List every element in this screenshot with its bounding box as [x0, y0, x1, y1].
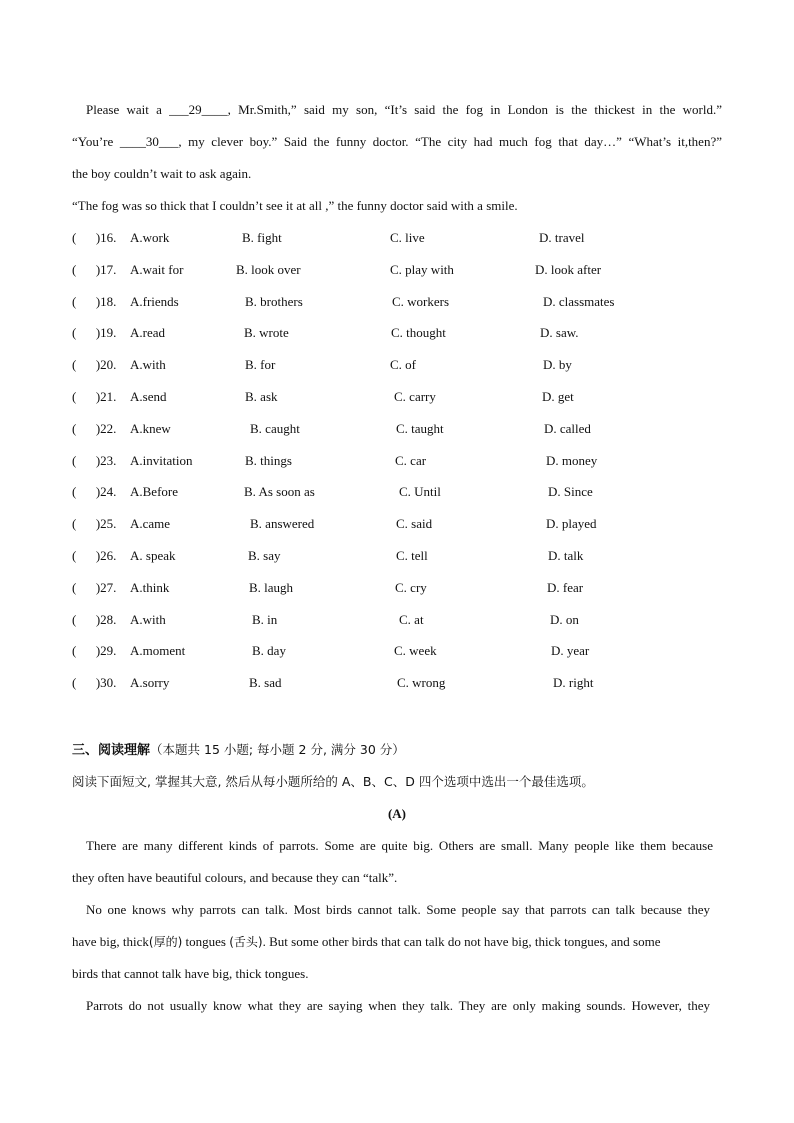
option-c: C. live [390, 230, 425, 245]
option-d: D. saw. [540, 325, 579, 341]
text-run: tongues [182, 934, 230, 949]
option-b: B. things [245, 452, 292, 468]
section-heading [72, 742, 722, 759]
question-number: ( )26. [72, 548, 117, 563]
option-b: B. fight [242, 230, 282, 245]
passage-line: No one knows why parrots can talk. Most birds cannot talk. Some people say that parrots can talk because they [86, 902, 710, 917]
option-c: C. said [396, 516, 433, 532]
option-b: B. laugh [249, 579, 294, 595]
question-row [72, 262, 732, 278]
question-number: ( )22. [72, 420, 117, 436]
option-a: A.with [130, 357, 166, 373]
question-row [72, 484, 732, 500]
option-b: B. day [252, 643, 286, 659]
option-c: C. Until [399, 484, 441, 500]
option-b: B. in [252, 611, 278, 627]
passage-line: There are many different kinds of parrots. Some are quite big. Others are small. Many people like them because [86, 838, 713, 853]
option-d: D. year [551, 643, 590, 659]
passage-line [72, 934, 716, 950]
question-row [72, 421, 732, 437]
option-b: B. sad [249, 675, 282, 691]
question-row [72, 294, 732, 310]
option-d: D. fear [547, 579, 584, 595]
option-c: C. car [395, 452, 427, 468]
question-number: ( )18. [72, 293, 117, 309]
question-row [72, 612, 732, 628]
option-b: B. brothers [245, 293, 303, 309]
option-a: A.knew [130, 420, 171, 436]
passage-line: they often have beautiful colours, and because they can “talk”. [72, 870, 398, 885]
option-d: D. get [542, 389, 574, 404]
question-number: ( )16. [72, 230, 117, 245]
option-b: B. say [248, 548, 281, 563]
option-d: D. classmates [543, 293, 615, 309]
question-row [72, 230, 732, 246]
chinese-gloss: (厚的) [148, 935, 183, 949]
question-number: ( )24. [72, 484, 117, 500]
passage-line: Parrots do not usually know what they are saying when they talk. They are only making sounds. However, they [86, 998, 710, 1013]
option-a: A.think [130, 579, 170, 595]
option-a: A.moment [130, 643, 186, 659]
option-c: C. thought [391, 325, 446, 341]
option-a: A.send [130, 389, 167, 404]
option-d: D. called [544, 420, 591, 436]
question-row [72, 389, 732, 405]
option-d: D. look after [535, 261, 602, 277]
option-c: C. of [390, 357, 416, 373]
option-a: A.sorry [130, 675, 170, 691]
question-row [72, 675, 732, 691]
question-row [72, 325, 732, 341]
option-a: A.Before [130, 484, 179, 500]
option-d: D. money [546, 452, 598, 468]
option-d: D. on [550, 611, 579, 627]
passage-label: (A) [387, 806, 407, 821]
option-a: A.wait for [130, 261, 184, 277]
question-number: ( )21. [72, 389, 117, 404]
text-run: . But some other birds that can talk do not have big, thick tongues, and some [262, 934, 661, 949]
passage-line: “You’re ____30___, my clever boy.” Said the funny doctor. “The city had much fog that day…” “What’s it,then?” [72, 134, 722, 149]
question-number: ( )17. [72, 261, 117, 277]
option-b: B. caught [250, 420, 300, 436]
question-row [72, 516, 732, 532]
option-c: C. play with [390, 261, 454, 277]
option-c: C. wrong [397, 675, 446, 691]
option-a: A.work [130, 230, 170, 245]
section-instruction: 阅读下面短文, 掌握其大意, 然后从每小题所给的 A、B、C、D 四个选项中选出一个最佳选项。 [72, 774, 594, 789]
question-number: ( )28. [72, 611, 117, 627]
question-row [72, 548, 732, 564]
question-number: ( )23. [72, 452, 117, 468]
option-c: C. at [399, 611, 424, 627]
question-number: ( )19. [72, 325, 117, 341]
option-b: B. look over [236, 261, 301, 277]
section-title: 三、阅读理解 [72, 743, 151, 758]
option-b: B. As soon as [244, 484, 315, 500]
option-a: A. speak [130, 548, 176, 563]
option-a: A.with [130, 611, 166, 627]
option-a: A.invitation [130, 452, 193, 468]
option-c: C. carry [394, 389, 436, 404]
option-a: A.came [130, 516, 171, 532]
option-d: D. talk [548, 548, 584, 563]
text-run: have big, thick [72, 934, 149, 949]
option-d: D. played [546, 516, 597, 532]
passage-line: “The fog was so thick that I couldn’t see it at all ,” the funny doctor said with a smile. [72, 198, 518, 213]
question-row [72, 453, 732, 469]
question-number: ( )27. [72, 579, 117, 595]
option-d: D. right [553, 675, 594, 691]
question-row [72, 357, 732, 373]
option-b: B. ask [245, 389, 278, 404]
option-a: A.read [130, 325, 166, 341]
question-row [72, 643, 732, 659]
question-number: ( )20. [72, 357, 117, 373]
option-d: D. travel [539, 230, 585, 245]
option-c: C. tell [396, 548, 428, 563]
option-a: A.friends [130, 293, 179, 309]
question-row [72, 580, 732, 596]
option-b: B. wrote [244, 325, 289, 341]
option-d: D. by [543, 357, 572, 373]
option-c: C. cry [395, 579, 427, 595]
passage-line: birds that cannot talk have big, thick tongues. [72, 966, 309, 981]
passage-line: the boy couldn’t wait to ask again. [72, 166, 252, 181]
section-note: （本题共 15 小题; 每小题 2 分, 满分 30 分） [150, 742, 405, 757]
option-d: D. Since [548, 484, 593, 500]
option-c: C. week [394, 643, 437, 659]
option-b: B. for [245, 357, 276, 373]
passage-line: Please wait a ___29____, Mr.Smith,” said my son, “It’s said the fog in London is the thickest in the world.” [86, 102, 722, 117]
option-c: C. taught [396, 420, 444, 436]
question-number: ( )30. [72, 675, 117, 691]
question-number: ( )25. [72, 516, 117, 532]
chinese-gloss: (舌头) [229, 935, 263, 949]
option-c: C. workers [392, 293, 450, 309]
option-b: B. answered [250, 516, 315, 532]
question-number: ( )29. [72, 643, 117, 659]
